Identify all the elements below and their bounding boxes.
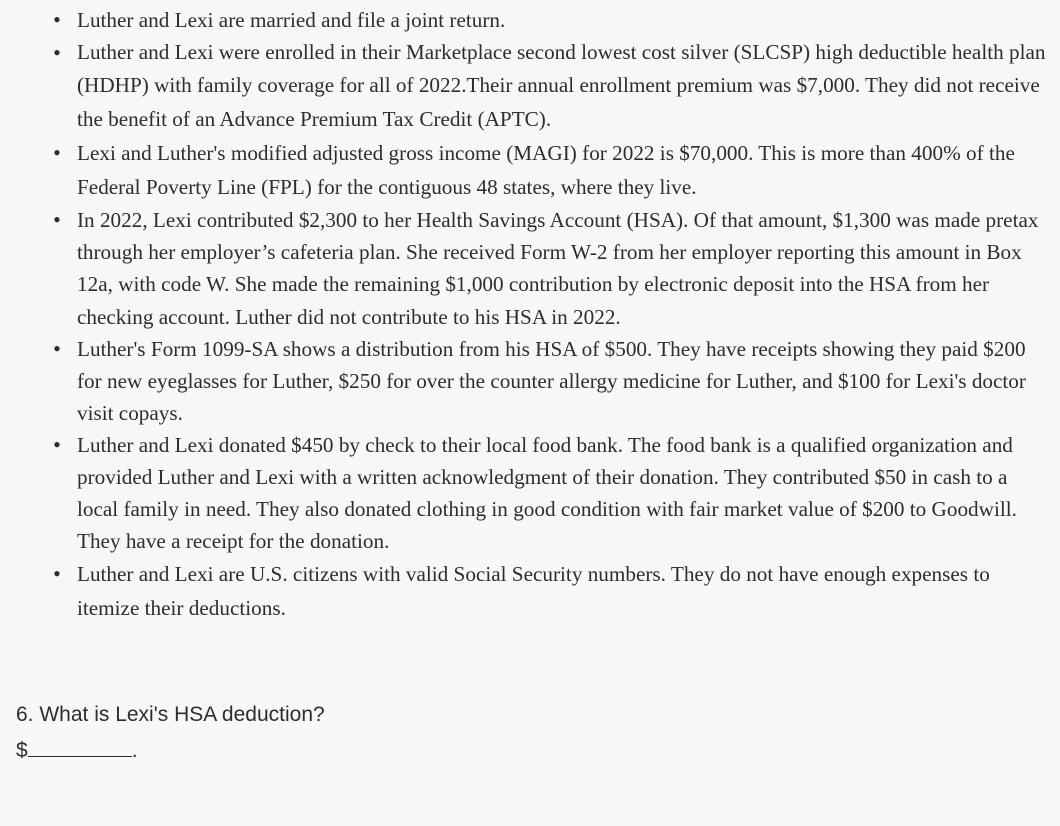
bullet-icon: • [53,206,61,232]
facts-list [0,4,1060,625]
bullet-icon: • [53,431,61,457]
answer-line [16,738,138,763]
fact-text: Luther and Lexi are U.S. citizens with valid Social Security numbers. They do not have enough expenses to itemize their deductions. [77,561,990,620]
answer-period: . [131,739,138,762]
fact-item [0,429,1060,557]
bullet-icon: • [53,139,61,165]
currency-symbol: $ [16,739,28,762]
fact-item [0,204,1060,333]
fact-item [0,136,1060,204]
answer-blank[interactable] [28,738,132,757]
fact-text: Lexi and Luther's modified adjusted gross income (MAGI) for 2022 is $70,000. This is more than 400% of the Federal Poverty Line (FPL) for the contiguous 48 states, where they live. [77,140,1015,199]
fact-text: Luther and Lexi donated $450 by check to their local food bank. The food bank is a qualified organization and provided Luther and Lexi with a written acknowledgment of their donation. They contributed $50 in cash to a local family in need. They also donated clothing in good condition with fair market value of $200 to Goodwill. They have a receipt for the donation. [77,432,1017,553]
fact-item [0,36,1060,136]
fact-text: In 2022, Lexi contributed $2,300 to her Health Savings Account (HSA). Of that amount, $1,300 was made pretax through her employer’s cafeteria plan. She received Form W-2 from her employer reporting this amount in Box 12a, with code W. She made the remaining $1,000 contribution by electronic deposit into the HSA from her checking account. Luther did not contribute to his HSA in 2022. [77,207,1039,329]
bullet-icon: • [53,335,61,361]
fact-text: Luther and Lexi are married and file a joint return. [77,8,506,32]
fact-item [0,4,1060,36]
bullet-icon: • [53,40,61,65]
fact-text: Luther and Lexi were enrolled in their Marketplace second lowest cost silver (SLCSP) high deductible health plan (HDHP) with family coverage for all of 2022.Their annual enrollment premium was $7,000. They did not receive the benefit of an Advance Premium Tax Credit (APTC). [77,40,1046,131]
bullet-icon: • [53,7,61,32]
fact-item [0,333,1060,429]
question-text: 6. What is Lexi's HSA deduction? [16,703,325,726]
fact-text: Luther's Form 1099-SA shows a distribution from his HSA of $500. They have receipts showing they paid $200 for new eyeglasses for Luther, $250 for over the counter allergy medicine for Luther, and $100 for Lexi's doctor visit copays. [77,336,1026,425]
fact-item [0,557,1060,625]
bullet-icon: • [53,560,61,586]
